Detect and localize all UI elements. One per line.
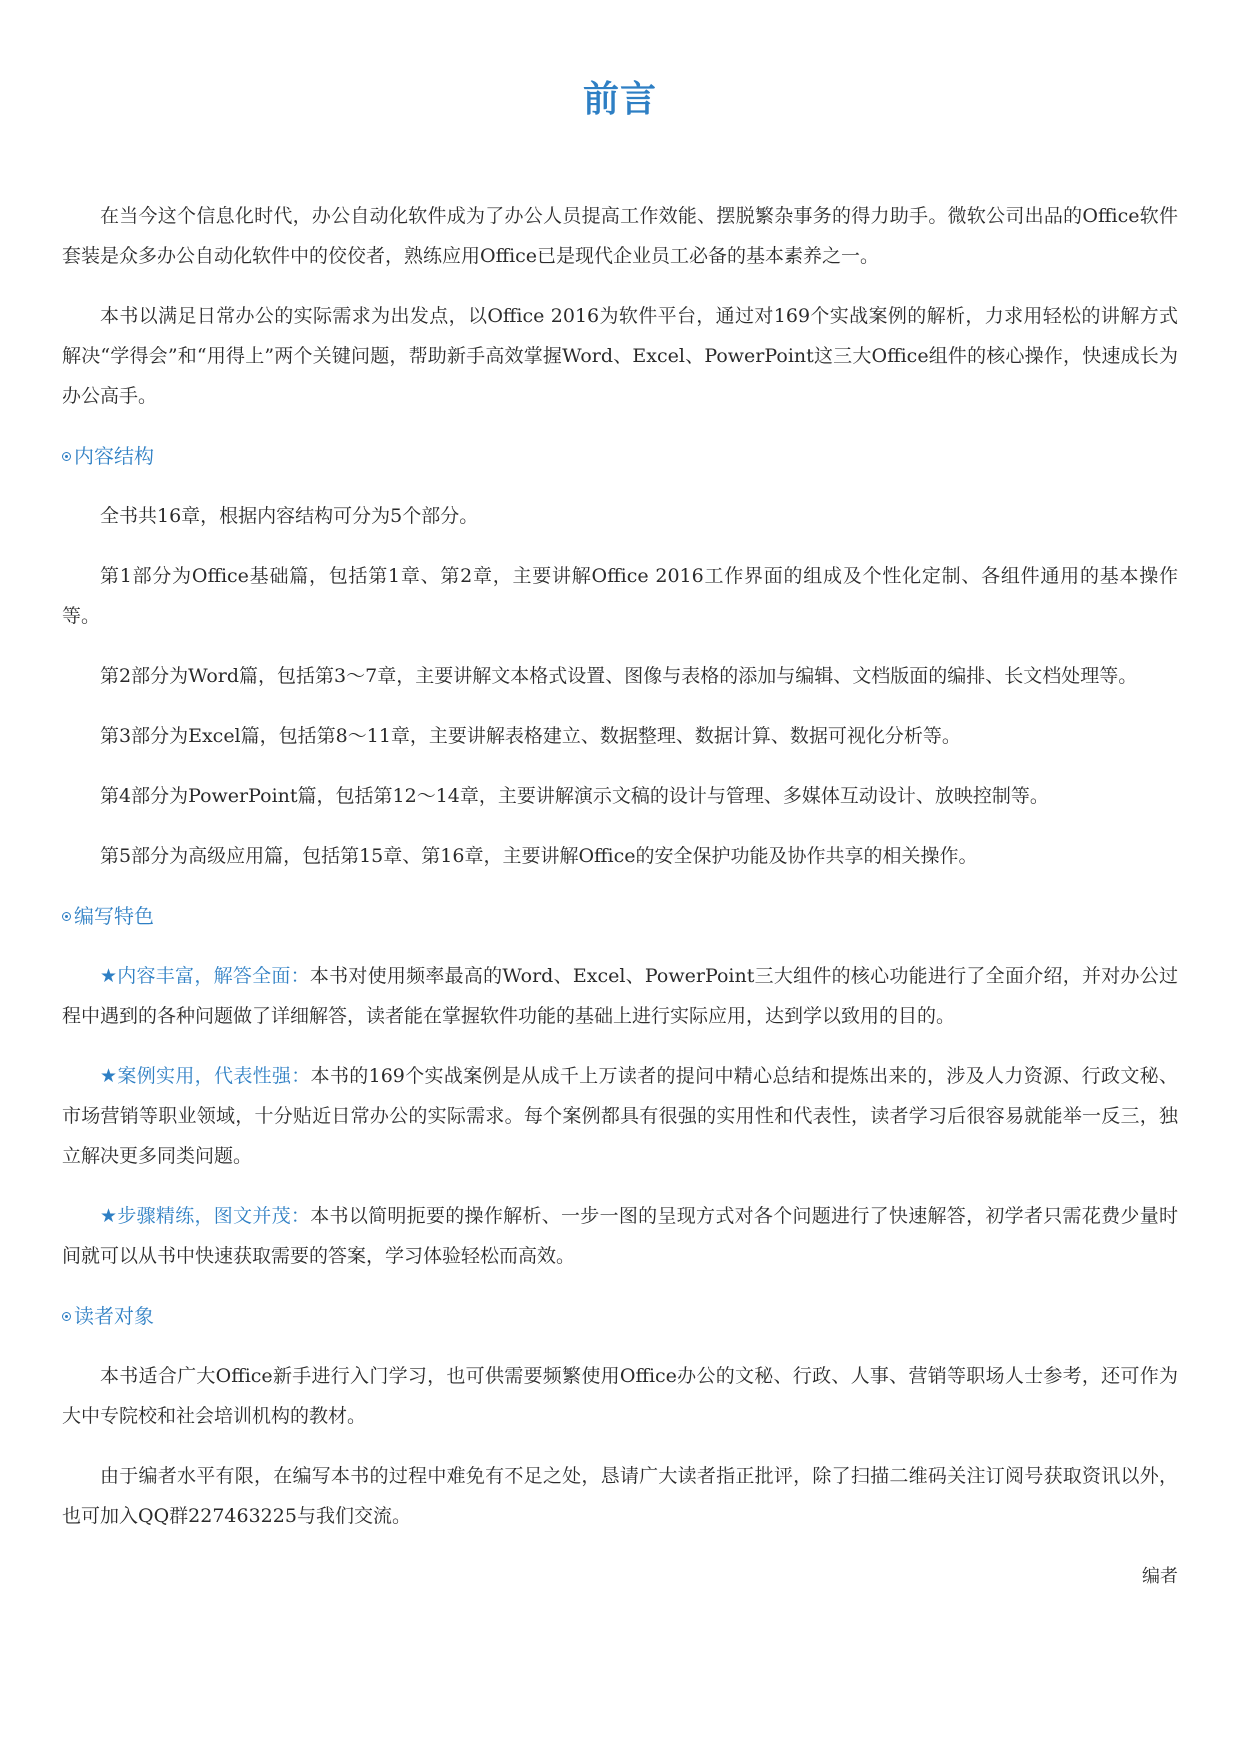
structure-paragraph: 第5部分为高级应用篇，包括第15章、第16章，主要讲解Office的安全保护功能及协作共享的相关操作。	[100, 845, 978, 867]
circle-bullet-icon	[62, 1312, 71, 1321]
preface-body	[62, 196, 1178, 1588]
section-heading-label: 读者对象	[74, 1304, 154, 1328]
feature-label: ★内容丰富，解答全面：	[100, 965, 310, 987]
feature-text: 本书以简明扼要的操作解析、一步一图的呈现方式对各个问题进行了快速解答，初学者只需花费少量时间就可以从书中快速获取需要的答案，学习体验轻松而高效。	[62, 1205, 1178, 1267]
intro-paragraph: 本书以满足日常办公的实际需求为出发点，以Office 2016为软件平台，通过对169个实战案例的解析，力求用轻松的讲解方式解决“学得会”和“用得上”两个关键问题，帮助新手高效掌握Word、Excel、PowerPoint这三大Office组件的核心操作，快速成长为办公高手。	[62, 305, 1178, 407]
section-heading-features	[62, 902, 1178, 930]
author-signature: 编者	[1142, 1566, 1178, 1587]
structure-paragraph: 第4部分为PowerPoint篇，包括第12～14章，主要讲解演示文稿的设计与管理、多媒体互动设计、放映控制等。	[100, 785, 1049, 807]
feature-label: ★步骤精练，图文并茂：	[100, 1205, 311, 1227]
section-heading-structure	[62, 442, 1178, 470]
intro-paragraph: 在当今这个信息化时代，办公自动化软件成为了办公人员提高工作效能、摆脱繁杂事务的得力助手。微软公司出品的Office软件套装是众多办公自动化软件中的佼佼者，熟练应用Office已是现代企业员工必备的基本素养之一。	[62, 205, 1178, 267]
structure-paragraph: 第1部分为Office基础篇，包括第1章、第2章，主要讲解Office 2016工作界面的组成及个性化定制、各组件通用的基本操作等。	[62, 565, 1178, 627]
readers-paragraph: 由于编者水平有限，在编写本书的过程中难免有不足之处，恳请广大读者指正批评，除了扫描二维码关注订阅号获取资讯以外，也可加入QQ群227463225与我们交流。	[62, 1465, 1178, 1527]
feature-item	[62, 956, 1178, 1036]
section-heading-readers	[62, 1302, 1178, 1330]
feature-text: 本书对使用频率最高的Word、Excel、PowerPoint三大组件的核心功能进行了全面介绍，并对办公过程中遇到的各种问题做了详细解答，读者能在掌握软件功能的基础上进行实际应用，达到学以致用的目的。	[62, 965, 1178, 1027]
structure-paragraph: 第3部分为Excel篇，包括第8～11章，主要讲解表格建立、数据整理、数据计算、数据可视化分析等。	[100, 725, 961, 747]
feature-item	[62, 1196, 1178, 1276]
section-heading-label: 内容结构	[74, 444, 154, 468]
section-heading-label: 编写特色	[74, 904, 154, 928]
page-title: 前言	[582, 79, 657, 120]
readers-paragraph: 本书适合广大Office新手进行入门学习，也可供需要频繁使用Office办公的文秘、行政、人事、营销等职场人士参考，还可作为大中专院校和社会培训机构的教材。	[62, 1365, 1178, 1427]
feature-item	[62, 1056, 1178, 1176]
structure-paragraph: 全书共16章，根据内容结构可分为5个部分。	[100, 505, 479, 527]
feature-label: ★案例实用，代表性强：	[100, 1065, 311, 1087]
structure-paragraph: 第2部分为Word篇，包括第3～7章，主要讲解文本格式设置、图像与表格的添加与编辑、文档版面的编排、长文档处理等。	[100, 665, 1138, 687]
feature-text: 本书的169个实战案例是从成千上万读者的提问中精心总结和提炼出来的，涉及人力资源、行政文秘、市场营销等职业领域，十分贴近日常办公的实际需求。每个案例都具有很强的实用性和代表性，读者学习后很容易就能举一反三，独立解决更多同类问题。	[62, 1065, 1178, 1167]
circle-bullet-icon	[62, 912, 71, 921]
circle-bullet-icon	[62, 452, 71, 461]
